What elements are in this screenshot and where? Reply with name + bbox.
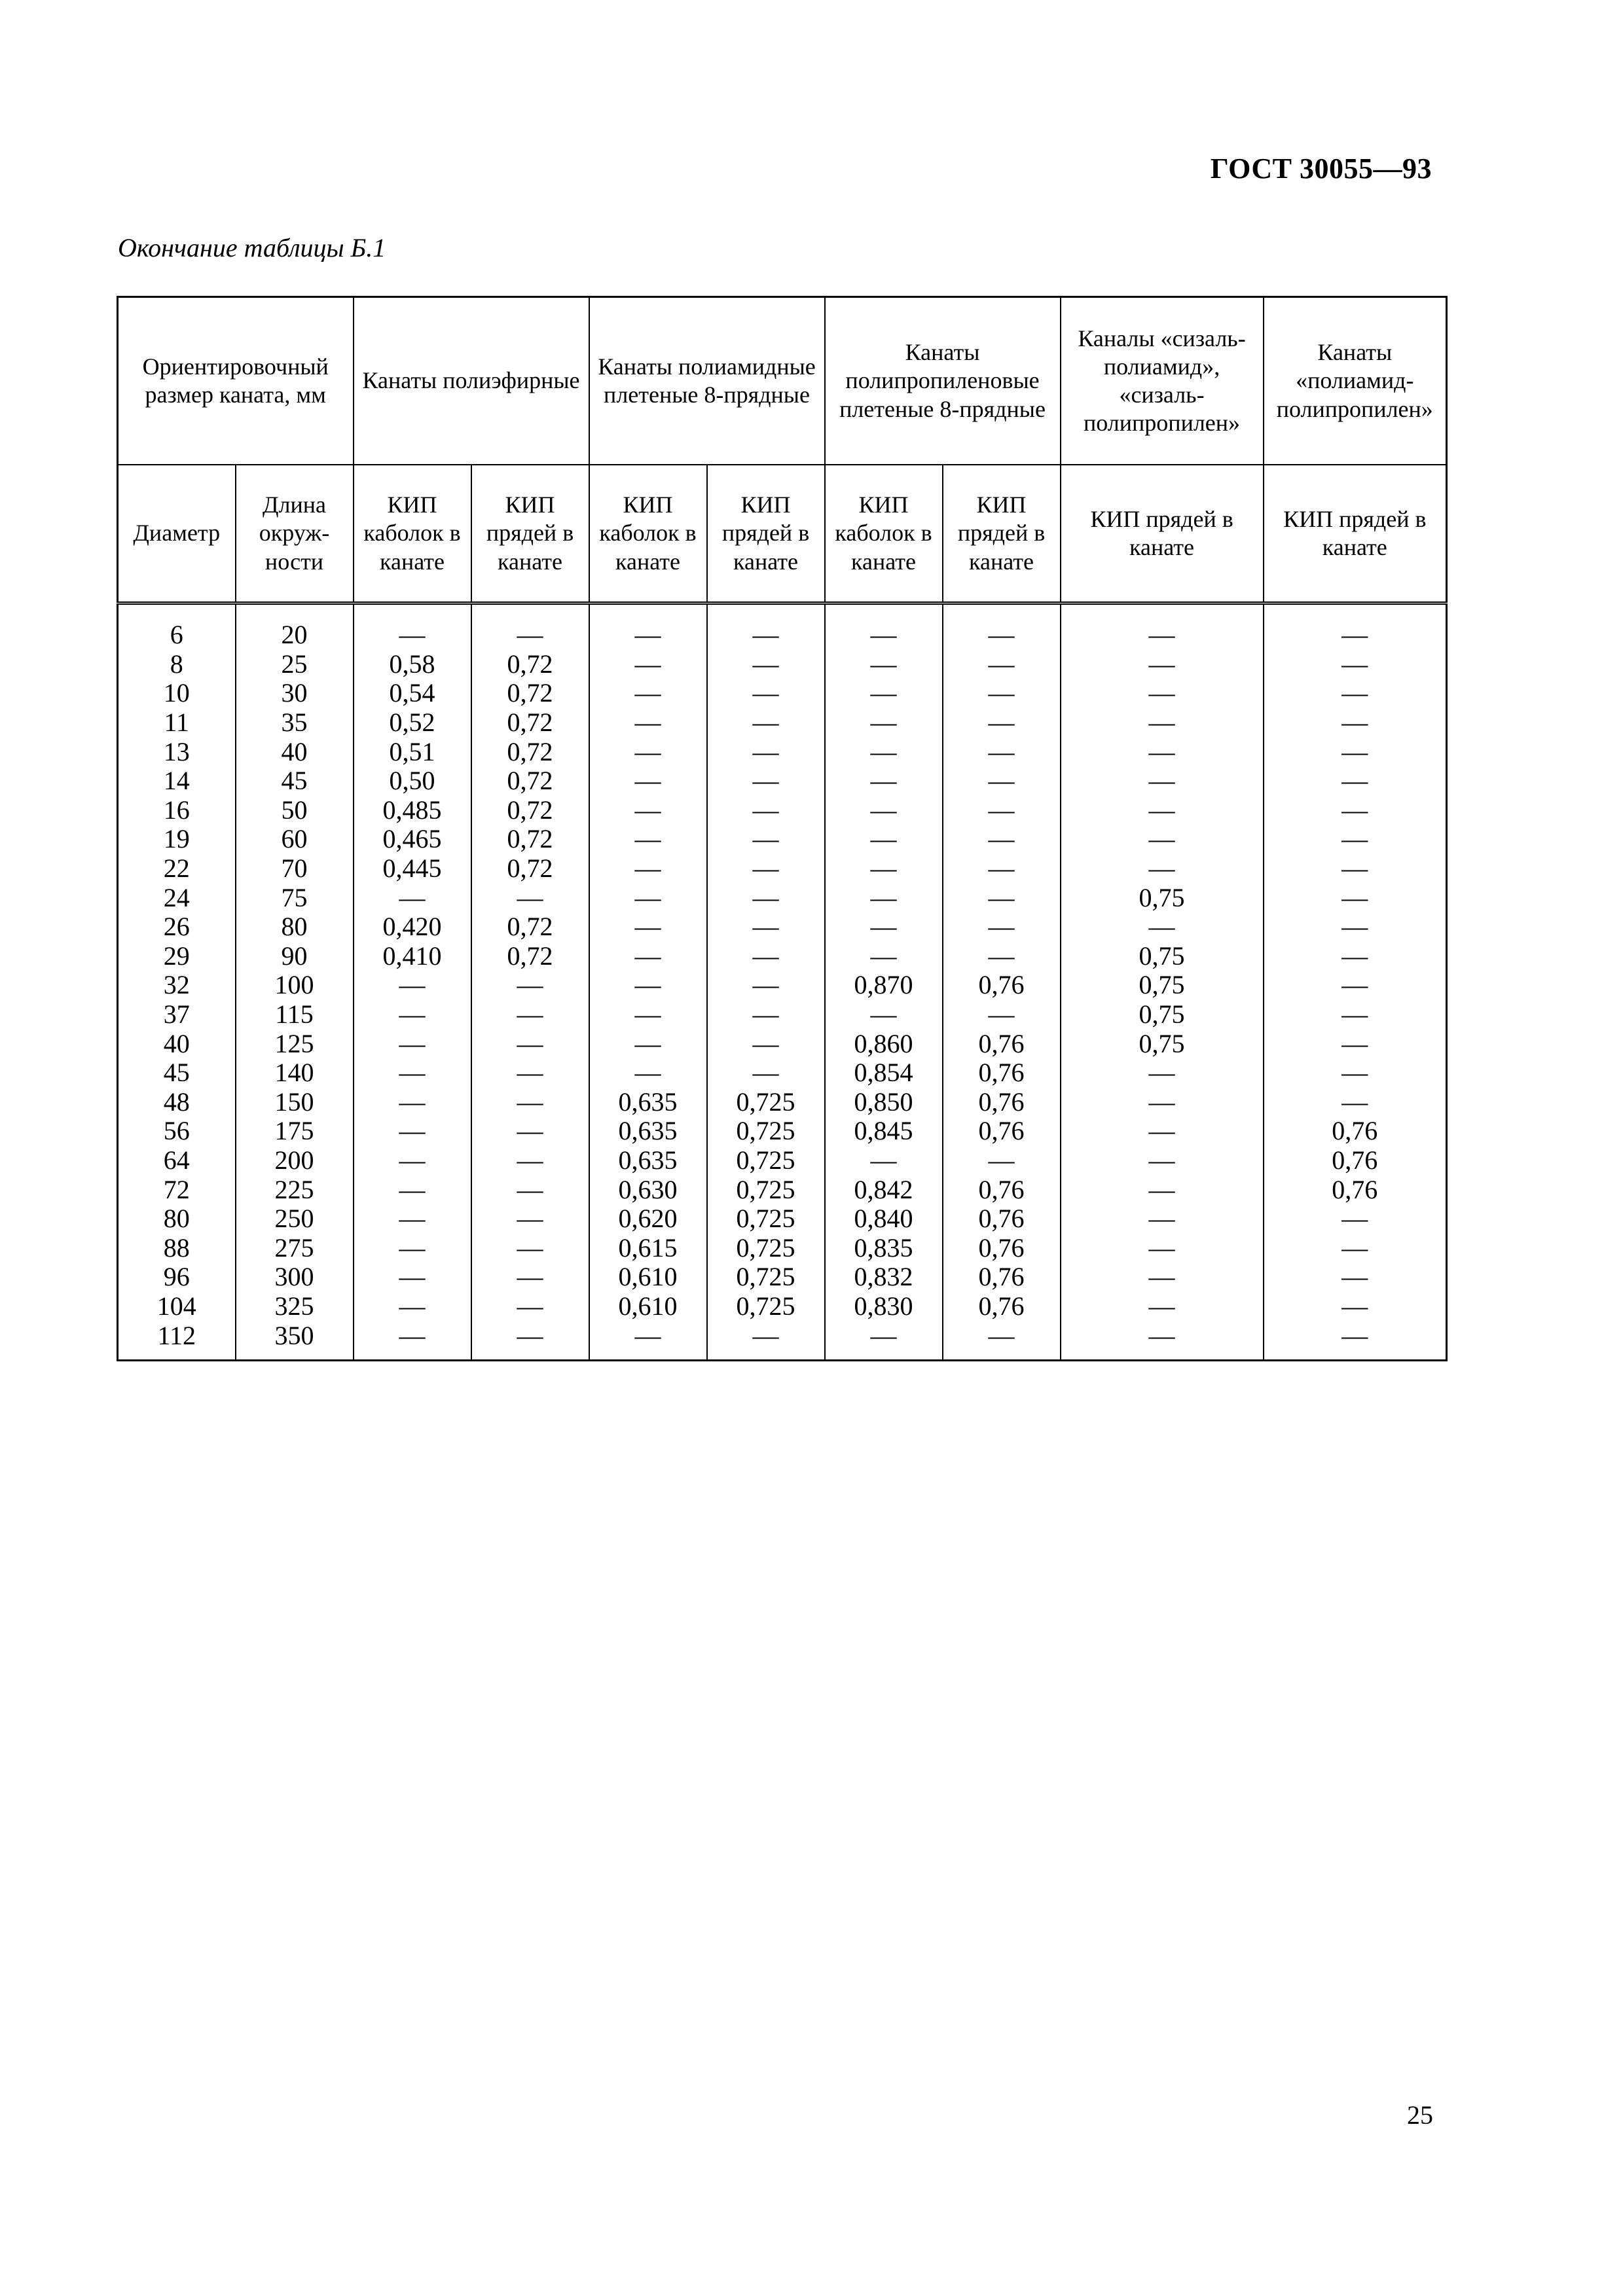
table-cell: —: [1264, 1204, 1447, 1234]
table-cell: —: [589, 766, 707, 796]
table-cell: 0,832: [825, 1263, 943, 1292]
table-cell: —: [354, 1321, 471, 1360]
table-cell: 0,850: [825, 1088, 943, 1117]
sub-header-row: [118, 465, 1447, 603]
table-cell: 0,54: [354, 679, 471, 708]
table-cell: 72: [118, 1175, 236, 1204]
table-cell: 0,51: [354, 737, 471, 766]
table-cell: —: [589, 1058, 707, 1088]
table-cell: —: [825, 942, 943, 971]
table-cell: —: [1264, 766, 1447, 796]
table-cell: —: [707, 825, 825, 854]
table-cell: 0,635: [589, 1088, 707, 1117]
table-cell: —: [589, 883, 707, 912]
table-cell: 250: [236, 1204, 354, 1234]
table-row: [118, 1146, 1447, 1175]
table-cell: —: [707, 883, 825, 912]
table-cell: —: [471, 1088, 589, 1117]
table-cell: 45: [118, 1058, 236, 1088]
table-cell: 0,835: [825, 1233, 943, 1263]
table-cell: 80: [236, 912, 354, 942]
subheader-strand-efficiency: КИП прядей в канате: [707, 465, 825, 603]
table-cell: —: [707, 796, 825, 825]
table-cell: 115: [236, 1000, 354, 1030]
table-cell: 0,76: [1264, 1175, 1447, 1204]
table-cell: —: [1061, 1233, 1264, 1263]
table-cell: —: [707, 942, 825, 971]
table-cell: —: [1061, 1088, 1264, 1117]
table-cell: —: [707, 854, 825, 884]
table-cell: 0,445: [354, 854, 471, 884]
table-cell: 0,854: [825, 1058, 943, 1088]
table-cell: —: [471, 1204, 589, 1234]
table-cell: 70: [236, 854, 354, 884]
subheader-strand-efficiency: КИП прядей в канате: [471, 465, 589, 603]
table-cell: 125: [236, 1029, 354, 1058]
table-cell: 0,72: [471, 796, 589, 825]
document-number: ГОСТ 30055—93: [1210, 152, 1432, 185]
table-cell: —: [354, 1146, 471, 1175]
table-cell: —: [1264, 650, 1447, 679]
table-cell: 29: [118, 942, 236, 971]
header-polyester: Канаты полиэфирные: [354, 297, 589, 465]
table-row: [118, 942, 1447, 971]
table-cell: —: [354, 603, 471, 650]
table-row: [118, 796, 1447, 825]
table-cell: 25: [236, 650, 354, 679]
header-polyamide: Канаты полиамидные плетеные 8-прядные: [589, 297, 825, 465]
table-cell: 0,620: [589, 1204, 707, 1234]
table-cell: —: [354, 1029, 471, 1058]
table-cell: 24: [118, 883, 236, 912]
table-cell: —: [589, 1000, 707, 1030]
table-cell: —: [1264, 796, 1447, 825]
table-cell: —: [471, 1058, 589, 1088]
table-cell: 140: [236, 1058, 354, 1088]
table-cell: —: [825, 1146, 943, 1175]
table-cell: —: [1061, 679, 1264, 708]
table-cell: —: [943, 737, 1061, 766]
table-cell: 175: [236, 1117, 354, 1146]
table-cell: —: [471, 1233, 589, 1263]
table-cell: —: [354, 1088, 471, 1117]
table-cell: —: [825, 883, 943, 912]
table-cell: —: [943, 912, 1061, 942]
table-cell: —: [1264, 1058, 1447, 1088]
table-cell: —: [707, 708, 825, 738]
table-caption: Окончание таблицы Б.1: [118, 233, 386, 262]
table-cell: 150: [236, 1088, 354, 1117]
subheader-yarn-efficiency: КИП каболок в канате: [825, 465, 943, 603]
table-cell: 14: [118, 766, 236, 796]
table-cell: —: [589, 971, 707, 1000]
table-cell: —: [1264, 603, 1447, 650]
table-cell: 0,725: [707, 1292, 825, 1321]
table-cell: —: [707, 1029, 825, 1058]
table-cell: 0,610: [589, 1292, 707, 1321]
table-cell: —: [471, 1029, 589, 1058]
table-cell: 0,860: [825, 1029, 943, 1058]
table-cell: 0,725: [707, 1088, 825, 1117]
table-cell: —: [471, 971, 589, 1000]
table-cell: 0,76: [943, 1233, 1061, 1263]
table-cell: —: [1264, 1321, 1447, 1360]
table-cell: 0,630: [589, 1175, 707, 1204]
table-cell: 64: [118, 1146, 236, 1175]
table-row: [118, 1058, 1447, 1088]
table-cell: —: [354, 883, 471, 912]
table-cell: —: [471, 1263, 589, 1292]
table-cell: 0,410: [354, 942, 471, 971]
table-cell: 45: [236, 766, 354, 796]
table-cell: 0,76: [943, 1029, 1061, 1058]
table-cell: —: [354, 1175, 471, 1204]
table-cell: 0,635: [589, 1146, 707, 1175]
table-cell: 11: [118, 708, 236, 738]
group-header-row: [118, 297, 1447, 465]
table-cell: —: [943, 1000, 1061, 1030]
table-cell: 20: [236, 603, 354, 650]
table-cell: 22: [118, 854, 236, 884]
table-cell: —: [707, 1058, 825, 1088]
table-cell: —: [943, 1146, 1061, 1175]
table-cell: 0,75: [1061, 1029, 1264, 1058]
table-cell: 0,725: [707, 1117, 825, 1146]
table-row: [118, 1117, 1447, 1146]
table-cell: —: [1061, 912, 1264, 942]
table-cell: 0,75: [1061, 971, 1264, 1000]
header-polypropylene: Канаты полипропиленовые плетеные 8-прядные: [825, 297, 1061, 465]
table-cell: 0,76: [943, 1088, 1061, 1117]
table-cell: —: [825, 603, 943, 650]
table-cell: —: [707, 737, 825, 766]
table-cell: 80: [118, 1204, 236, 1234]
table-cell: 0,50: [354, 766, 471, 796]
table-cell: 0,420: [354, 912, 471, 942]
table-cell: —: [943, 796, 1061, 825]
table-cell: —: [354, 1058, 471, 1088]
table-cell: —: [825, 737, 943, 766]
table-cell: —: [1061, 1204, 1264, 1234]
table-cell: —: [589, 912, 707, 942]
table-row: [118, 1292, 1447, 1321]
table-cell: 275: [236, 1233, 354, 1263]
header-polyamide-polypropylene: Канаты «полиамид-полипропилен»: [1264, 297, 1447, 465]
table-cell: —: [471, 1000, 589, 1030]
subheader-diameter: Диаметр: [118, 465, 236, 603]
table-cell: —: [943, 1321, 1061, 1360]
table-cell: —: [1061, 1175, 1264, 1204]
table-cell: —: [589, 825, 707, 854]
table-cell: 0,76: [943, 1175, 1061, 1204]
table-cell: —: [1264, 1088, 1447, 1117]
table-cell: —: [1264, 971, 1447, 1000]
table-cell: 225: [236, 1175, 354, 1204]
table-cell: 0,72: [471, 650, 589, 679]
subheader-strand-efficiency: КИП прядей в канате: [1061, 465, 1264, 603]
table-cell: —: [825, 650, 943, 679]
table-cell: 0,75: [1061, 883, 1264, 912]
table-cell: —: [707, 650, 825, 679]
table-cell: —: [943, 708, 1061, 738]
table-cell: —: [1061, 737, 1264, 766]
table-cell: 0,842: [825, 1175, 943, 1204]
table-cell: 26: [118, 912, 236, 942]
page-number: 25: [1407, 2100, 1433, 2130]
table-cell: 0,830: [825, 1292, 943, 1321]
table-cell: 0,76: [943, 1058, 1061, 1088]
table-cell: —: [825, 854, 943, 884]
table-row: [118, 679, 1447, 708]
table-cell: —: [943, 942, 1061, 971]
table-cell: —: [825, 825, 943, 854]
table-cell: —: [825, 708, 943, 738]
table-cell: 0,465: [354, 825, 471, 854]
table-row: [118, 650, 1447, 679]
table-cell: —: [943, 854, 1061, 884]
table-cell: 0,870: [825, 971, 943, 1000]
subheader-strand-efficiency: КИП прядей в канате: [1264, 465, 1447, 603]
data-table: [117, 296, 1448, 1361]
table-cell: 10: [118, 679, 236, 708]
table-cell: —: [825, 679, 943, 708]
table-cell: 19: [118, 825, 236, 854]
table-cell: —: [471, 1117, 589, 1146]
table-cell: 0,72: [471, 942, 589, 971]
table-row: [118, 825, 1447, 854]
table-cell: —: [354, 1204, 471, 1234]
table-cell: —: [354, 1117, 471, 1146]
table-cell: 0,725: [707, 1263, 825, 1292]
table-cell: —: [707, 971, 825, 1000]
table-cell: —: [589, 708, 707, 738]
table-cell: 0,485: [354, 796, 471, 825]
table-cell: 0,72: [471, 737, 589, 766]
table-cell: 0,76: [1264, 1146, 1447, 1175]
table-cell: —: [354, 1000, 471, 1030]
table-cell: 30: [236, 679, 354, 708]
table-cell: —: [1061, 854, 1264, 884]
table-cell: 90: [236, 942, 354, 971]
table-cell: —: [825, 1321, 943, 1360]
table-cell: —: [471, 1321, 589, 1360]
table-cell: —: [1264, 1000, 1447, 1030]
table-cell: 37: [118, 1000, 236, 1030]
table-cell: 0,72: [471, 766, 589, 796]
table-cell: —: [1061, 1146, 1264, 1175]
table-cell: —: [825, 912, 943, 942]
table-cell: —: [1061, 825, 1264, 854]
table-cell: —: [1061, 603, 1264, 650]
table-cell: —: [1264, 708, 1447, 738]
table-cell: 88: [118, 1233, 236, 1263]
table-cell: 0,840: [825, 1204, 943, 1234]
subheader-circumference: Длина окруж-ности: [236, 465, 354, 603]
table-row: [118, 854, 1447, 884]
subheader-yarn-efficiency: КИП каболок в канате: [589, 465, 707, 603]
table-cell: —: [943, 679, 1061, 708]
table-row: [118, 1233, 1447, 1263]
table-cell: 0,72: [471, 679, 589, 708]
table-cell: 6: [118, 603, 236, 650]
table-cell: —: [707, 1321, 825, 1360]
table-cell: —: [1061, 1292, 1264, 1321]
table-cell: —: [589, 854, 707, 884]
table-cell: —: [707, 679, 825, 708]
table-cell: 0,76: [1264, 1117, 1447, 1146]
table-cell: —: [707, 603, 825, 650]
table-cell: —: [1061, 796, 1264, 825]
table-cell: 350: [236, 1321, 354, 1360]
table-cell: 60: [236, 825, 354, 854]
table-cell: —: [589, 1321, 707, 1360]
table-cell: —: [943, 650, 1061, 679]
table-cell: 0,75: [1061, 1000, 1264, 1030]
table-cell: —: [707, 912, 825, 942]
table-row: [118, 1175, 1447, 1204]
table-cell: —: [1264, 1233, 1447, 1263]
table-cell: 8: [118, 650, 236, 679]
table-cell: —: [1264, 883, 1447, 912]
table-row: [118, 1029, 1447, 1058]
table-row: [118, 603, 1447, 650]
table-cell: —: [471, 603, 589, 650]
header-sisal-mix: Каналы «сизаль-полиамид», «сизаль-полипропилен»: [1061, 297, 1264, 465]
table-row: [118, 1204, 1447, 1234]
table-cell: —: [1061, 1117, 1264, 1146]
table-cell: —: [589, 796, 707, 825]
table-cell: —: [354, 971, 471, 1000]
table-row: [118, 766, 1447, 796]
table-cell: 300: [236, 1263, 354, 1292]
table-cell: —: [825, 766, 943, 796]
table-cell: 75: [236, 883, 354, 912]
table-cell: 0,725: [707, 1233, 825, 1263]
header-rope-size: Ориентировочный размер каната, мм: [118, 297, 354, 465]
table-cell: —: [1061, 650, 1264, 679]
table-cell: —: [825, 796, 943, 825]
table-cell: —: [943, 825, 1061, 854]
table-cell: 0,76: [943, 1117, 1061, 1146]
table-cell: —: [1264, 1263, 1447, 1292]
table-cell: 112: [118, 1321, 236, 1360]
table-cell: 35: [236, 708, 354, 738]
table-cell: —: [471, 1146, 589, 1175]
table-cell: —: [943, 603, 1061, 650]
table-cell: 96: [118, 1263, 236, 1292]
subheader-strand-efficiency: КИП прядей в канате: [943, 465, 1061, 603]
table-cell: 0,72: [471, 912, 589, 942]
table-row: [118, 1000, 1447, 1030]
table-cell: —: [1264, 679, 1447, 708]
table-row: [118, 912, 1447, 942]
table-cell: —: [943, 766, 1061, 796]
table-cell: 0,615: [589, 1233, 707, 1263]
table-cell: 0,76: [943, 1263, 1061, 1292]
table-cell: —: [589, 650, 707, 679]
table-cell: 325: [236, 1292, 354, 1321]
table-cell: 200: [236, 1146, 354, 1175]
table-cell: —: [471, 1175, 589, 1204]
table-cell: 0,845: [825, 1117, 943, 1146]
table-cell: —: [471, 1292, 589, 1321]
table-cell: 16: [118, 796, 236, 825]
table-cell: 40: [118, 1029, 236, 1058]
table-cell: 0,76: [943, 971, 1061, 1000]
table-row: [118, 1263, 1447, 1292]
table-cell: —: [1264, 1292, 1447, 1321]
table-cell: 13: [118, 737, 236, 766]
table-row: [118, 708, 1447, 738]
table-cell: 40: [236, 737, 354, 766]
table-cell: —: [589, 737, 707, 766]
table-cell: 56: [118, 1117, 236, 1146]
table-cell: 48: [118, 1088, 236, 1117]
table-cell: 0,725: [707, 1204, 825, 1234]
table-cell: —: [825, 1000, 943, 1030]
table-cell: 0,52: [354, 708, 471, 738]
subheader-yarn-efficiency: КИП каболок в канате: [354, 465, 471, 603]
table-cell: 0,58: [354, 650, 471, 679]
table-row: [118, 737, 1447, 766]
table-cell: —: [354, 1292, 471, 1321]
table-cell: 0,76: [943, 1204, 1061, 1234]
table-cell: —: [1061, 1321, 1264, 1360]
table-body: [118, 603, 1447, 1361]
table-cell: —: [707, 1000, 825, 1030]
table-cell: 0,76: [943, 1292, 1061, 1321]
table-cell: 0,72: [471, 708, 589, 738]
table-cell: —: [1061, 766, 1264, 796]
table-cell: —: [1264, 825, 1447, 854]
table-cell: —: [1264, 1029, 1447, 1058]
table-cell: —: [1264, 854, 1447, 884]
table-cell: 100: [236, 971, 354, 1000]
table-cell: —: [589, 942, 707, 971]
table-cell: 0,72: [471, 854, 589, 884]
table-cell: 0,725: [707, 1175, 825, 1204]
table-cell: —: [589, 1029, 707, 1058]
table-cell: 0,75: [1061, 942, 1264, 971]
table-cell: —: [1061, 1263, 1264, 1292]
table-cell: —: [1264, 942, 1447, 971]
table-cell: 32: [118, 971, 236, 1000]
table-cell: 50: [236, 796, 354, 825]
table-cell: —: [1264, 912, 1447, 942]
table-cell: 0,610: [589, 1263, 707, 1292]
table-cell: —: [943, 883, 1061, 912]
table-cell: —: [354, 1263, 471, 1292]
table-cell: 0,725: [707, 1146, 825, 1175]
table-row: [118, 971, 1447, 1000]
table-cell: —: [589, 603, 707, 650]
table-row: [118, 1088, 1447, 1117]
table-cell: —: [1264, 737, 1447, 766]
table-cell: —: [1061, 708, 1264, 738]
table-cell: —: [354, 1233, 471, 1263]
table-cell: —: [589, 679, 707, 708]
table-cell: 0,72: [471, 825, 589, 854]
table-cell: —: [471, 883, 589, 912]
table-cell: 0,635: [589, 1117, 707, 1146]
table-row: [118, 883, 1447, 912]
table-cell: 104: [118, 1292, 236, 1321]
table-cell: —: [1061, 1058, 1264, 1088]
table-row: [118, 1321, 1447, 1360]
table-cell: —: [707, 766, 825, 796]
